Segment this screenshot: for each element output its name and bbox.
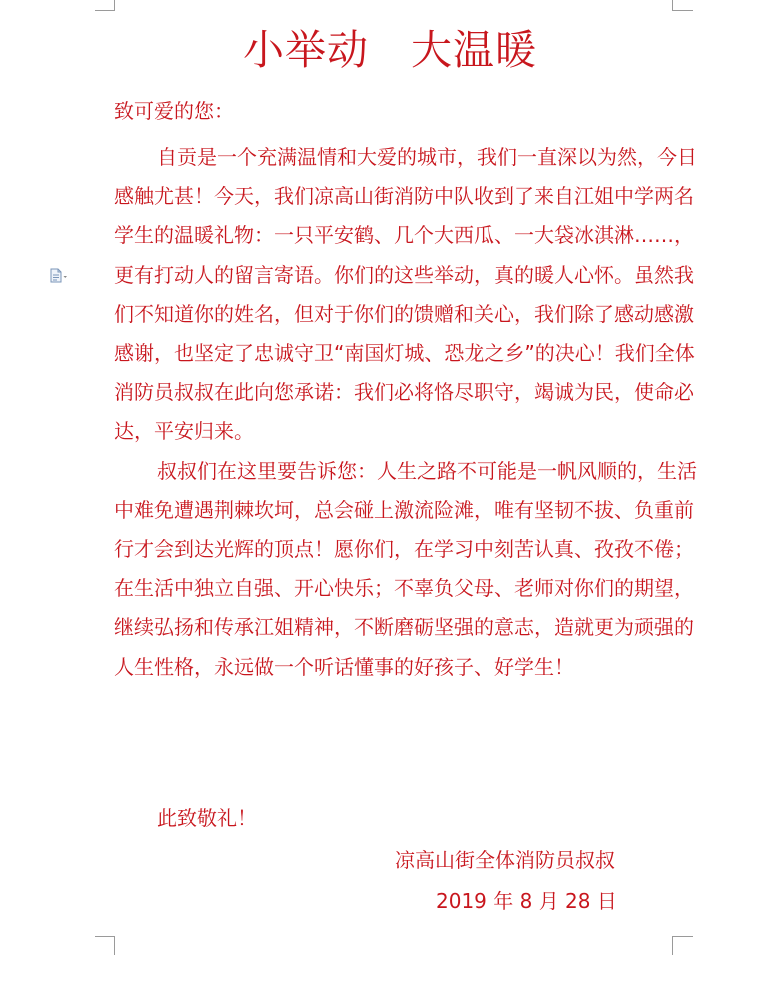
crop-mark-top-left — [95, 0, 115, 11]
letter-date: 2019 年 8 月 28 日 — [436, 889, 617, 913]
closing-line: 此致敬礼！ — [157, 806, 257, 830]
signature: 凉高山街全体消防员叔叔 — [395, 848, 615, 872]
crop-mark-top-right — [672, 0, 693, 11]
body-paragraph: 自贡是一个充满温情和大爱的城市，我们一直深以为然，今日感触尤甚！今天，我们凉高山街消防中队收到了来自江姐中学两名学生的温暖礼物：一只平安鹤、几个大西瓜、一大袋冰淇淋……，更有打动人的留言寄语。你们的这些举动，真的暖人心怀。虽然我们不知道你的姓名，但对于你们的馈赠和关心，我们除了感动感激感谢，也坚定了忠诚守卫“南国灯城、恐龙之乡”的决心！我们全体消防员叔叔在此向您承诺：我们必将恪尽职守，竭诚为民，使命必达，平安归来。 — [114, 145, 697, 444]
document-options-icon[interactable] — [50, 268, 68, 284]
salutation: 致可爱的您： — [114, 99, 234, 123]
crop-mark-bottom-left — [95, 936, 115, 955]
letter-body — [114, 138, 699, 687]
letter-title: 小举动 大温暖 — [243, 26, 537, 74]
body-paragraph: 叔叔们在这里要告诉您：人生之路不可能是一帆风顺的，生活中难免遭遇荆棘坎坷，总会碰上激流险滩，唯有坚韧不拔、负重前行才会到达光辉的顶点！愿你们，在学习中刻苦认真、孜孜不倦；在生活中独立自强、开心快乐；不辜负父母、老师对你们的期望，继续弘扬和传承江姐精神，不断磨砺坚强的意志，造就更为顽强的人生性格，永远做一个听话懂事的好孩子、好学生！ — [114, 458, 697, 679]
crop-mark-bottom-right — [672, 936, 693, 955]
